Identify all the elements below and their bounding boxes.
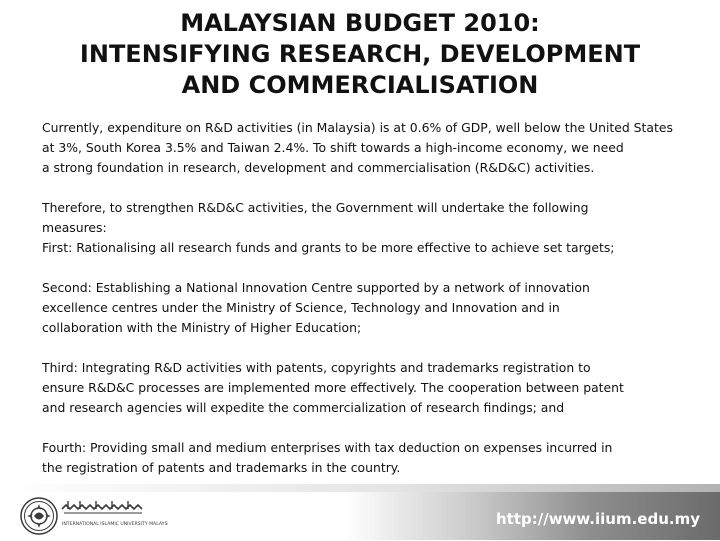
text-line: excellence centres under the Ministry of Science, Technology and Innovation and in — [42, 300, 560, 315]
slide-title — [0, 8, 720, 101]
text-line: a strong foundation in research, development and commercialisation (R&D&C) activities. — [42, 160, 595, 175]
title-line-1: MALAYSIAN BUDGET 2010: — [180, 9, 540, 37]
footer-divider — [0, 484, 720, 492]
iium-emblem-icon — [18, 495, 168, 537]
slide-body — [42, 118, 692, 498]
text-line: Second: Establishing a National Innovation Centre supported by a network of innovation — [42, 280, 590, 295]
text-line: measures: — [42, 220, 107, 235]
text-line: Fourth: Providing small and medium enterprises with tax deduction on expenses incurred in — [42, 440, 613, 455]
text-line: Currently, expenditure on R&D activities (in Malaysia) is at 0.6% of GDP, well below the United States — [42, 120, 673, 135]
paragraph-measures-first — [42, 198, 692, 258]
text-line: collaboration with the Ministry of Higher Education; — [42, 320, 362, 335]
text-line: Third: Integrating R&D activities with patents, copyrights and trademarks registration to — [42, 360, 591, 375]
paragraph-fourth — [42, 438, 692, 478]
paragraph-second — [42, 278, 692, 338]
paragraph-current-expenditure — [42, 118, 692, 178]
text-line: at 3%, South Korea 3.5% and Taiwan 2.4%. To shift towards a high-income economy, we need — [42, 140, 624, 155]
paragraph-third — [42, 358, 692, 418]
footer-bar — [0, 492, 720, 540]
title-line-3: AND COMMERCIALISATION — [181, 71, 539, 99]
logo-english-text: INTERNATIONAL ISLAMIC UNIVERSITY MALAYSIA — [62, 522, 168, 527]
text-line: First: Rationalising all research funds and grants to be more effective to achieve set targets; — [42, 240, 615, 255]
text-line: Therefore, to strengthen R&D&C activities, the Government will undertake the following — [42, 200, 589, 215]
title-line-2: INTENSIFYING RESEARCH, DEVELOPMENT — [79, 40, 641, 68]
website-url[interactable]: http://www.iium.edu.my — [495, 510, 700, 528]
text-line: and research agencies will expedite the commercialization of research findings; and — [42, 400, 565, 415]
text-line: ensure R&D&C processes are implemented more effectively. The cooperation between patent — [42, 380, 624, 395]
iium-logo — [18, 495, 168, 537]
text-line: the registration of patents and trademarks in the country. — [42, 460, 401, 475]
